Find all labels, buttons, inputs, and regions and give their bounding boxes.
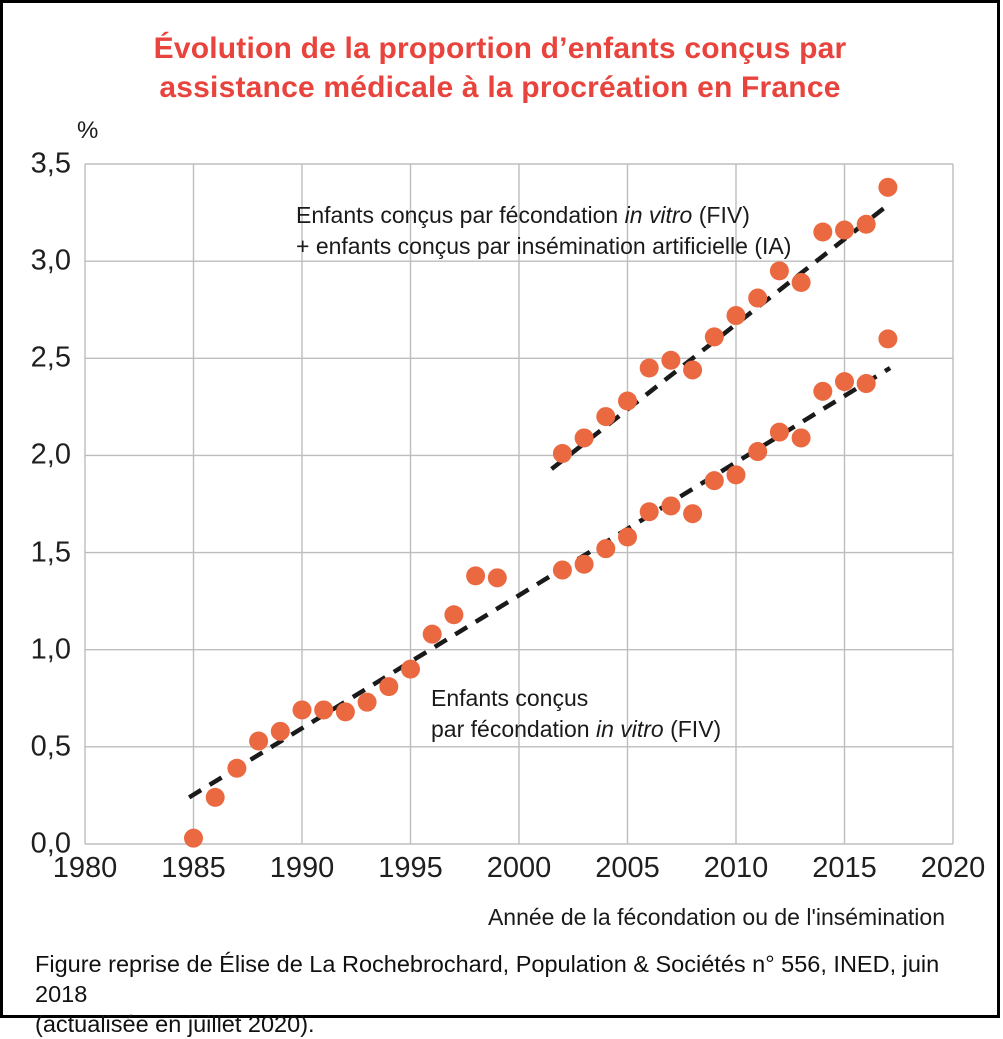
x-tick-label: 2000: [486, 852, 552, 884]
y-tick-label: 3,5: [30, 147, 71, 180]
x-axis-title: Année de la fécondation ou de l'insémination: [487, 904, 945, 930]
annotation-fiv-line2: [431, 714, 721, 745]
data-point: [336, 702, 355, 721]
data-point: [727, 465, 746, 484]
data-point: [748, 289, 767, 308]
annotation-italic-text: in vitro: [595, 716, 664, 742]
data-point: [835, 221, 854, 240]
data-point: [618, 528, 637, 547]
data-point: [596, 407, 615, 426]
data-point: [618, 392, 637, 411]
annotation-fiv: [431, 683, 721, 745]
data-point: [857, 215, 876, 234]
x-tick-label: 1985: [161, 852, 226, 884]
chart-title-line2: assistance médicale à la procréation en France: [159, 71, 841, 104]
annotation-text: (FIV): [692, 202, 750, 228]
data-point: [813, 223, 832, 242]
data-point: [770, 261, 789, 280]
data-point: [227, 759, 246, 778]
data-point: [770, 423, 789, 442]
annotation-text: Enfants conçus par fécondation: [296, 202, 625, 228]
data-point: [293, 700, 312, 719]
x-tick-label: 1990: [269, 852, 335, 884]
data-point: [488, 568, 507, 587]
y-tick-label: 2,5: [30, 341, 71, 374]
data-point: [575, 428, 594, 447]
data-point: [640, 502, 659, 521]
data-point: [705, 471, 724, 490]
data-point: [857, 374, 876, 393]
data-point: [379, 677, 398, 696]
data-point: [553, 444, 572, 463]
data-point: [184, 829, 203, 848]
data-point: [206, 788, 225, 807]
data-point: [748, 442, 767, 461]
data-point: [575, 555, 594, 574]
annotation-text: (FIV): [663, 716, 722, 742]
x-tick-label: 2020: [920, 852, 986, 884]
data-point: [727, 306, 746, 325]
y-tick-label: 3,0: [30, 244, 71, 277]
data-point: [444, 605, 463, 624]
x-tick-label: 1995: [378, 852, 443, 884]
x-tick-label: 2005: [595, 852, 660, 884]
data-point: [423, 625, 442, 644]
data-point: [792, 273, 811, 292]
annotation-fiv-plus-ia-line2: + enfants conçus par insémination artificielle (IA): [296, 233, 792, 259]
data-point: [553, 561, 572, 580]
data-point: [878, 329, 897, 348]
y-tick-label: 1,5: [30, 536, 71, 569]
y-tick-label: 2,0: [30, 438, 71, 471]
x-tick-label: 2010: [703, 852, 769, 884]
data-point: [705, 327, 724, 346]
y-axis-unit-label: %: [77, 117, 99, 144]
data-point: [466, 566, 485, 585]
annotation-text: par fécondation: [431, 716, 596, 742]
data-point: [596, 539, 615, 558]
data-point: [249, 732, 268, 751]
y-tick-label: 0,0: [30, 827, 71, 860]
data-point: [314, 700, 333, 719]
source-caption: [35, 949, 997, 1039]
data-point: [813, 382, 832, 401]
y-tick-label: 0,5: [30, 730, 71, 763]
y-tick-label: 1,0: [30, 633, 71, 666]
data-point: [640, 359, 659, 378]
source-caption-line1: Figure reprise de Élise de La Rochebrochard, Population & Sociétés n° 556, INED, juin 2018: [35, 951, 940, 1007]
data-point: [683, 360, 702, 379]
data-point: [792, 428, 811, 447]
annotation-italic-text: in vitro: [624, 202, 693, 228]
data-point: [835, 372, 854, 391]
data-point: [683, 504, 702, 523]
annotation-fiv-plus-ia-line1: [296, 200, 791, 231]
data-point: [358, 693, 377, 712]
annotation-fiv-line1: Enfants conçus: [431, 685, 589, 711]
x-tick-label: 2015: [812, 852, 877, 884]
source-caption-line2: (actualisée en juillet 2020).: [35, 1011, 315, 1037]
chart-title-line1: Évolution de la proportion d’enfants conçus par: [153, 32, 847, 65]
data-point: [661, 496, 680, 515]
data-point: [271, 722, 290, 741]
x-tick-label: 1980: [52, 852, 118, 884]
data-point: [661, 351, 680, 370]
data-point: [401, 660, 420, 679]
data-point: [878, 178, 897, 197]
annotation-fiv-plus-ia: [296, 200, 791, 262]
